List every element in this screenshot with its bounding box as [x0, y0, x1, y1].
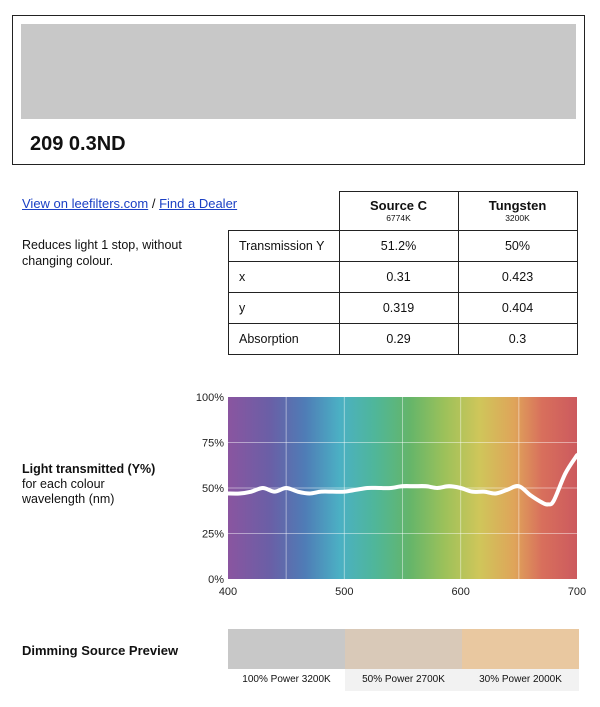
x-tick-label: 400 [218, 586, 238, 598]
x-tick-label: 600 [451, 586, 470, 598]
column-subtitle: 6774K [386, 213, 411, 223]
dimming-caption-50: 50% Power 2700K [345, 669, 462, 691]
table-cell: 0.423 [458, 262, 577, 293]
table-cell: 50% [458, 231, 577, 262]
find-dealer-link[interactable]: Find a Dealer [159, 196, 238, 211]
row-label: Transmission Y [229, 231, 340, 262]
row-label: Absorption [229, 324, 340, 355]
column-header-tungsten [458, 192, 577, 231]
table-cell: 51.2% [339, 231, 458, 262]
x-axis-ticks [219, 586, 586, 598]
y-tick-label: 25% [201, 528, 224, 541]
y-tick-label: 50% [201, 483, 224, 495]
table-corner [229, 192, 340, 231]
dimming-caption-100: 100% Power 3200K [228, 669, 345, 691]
table-cell: 0.3 [458, 324, 577, 355]
y-tick-label: 100% [195, 392, 224, 404]
table-cell: 0.31 [339, 262, 458, 293]
filter-name: 209 0.3ND [30, 133, 126, 155]
x-tick-label: 700 [567, 586, 587, 598]
chart-title-main: Light transmitted (Y%) [22, 462, 156, 476]
transmission-chart [0, 385, 600, 605]
link-separator: / [151, 196, 156, 211]
table-cell: 0.29 [339, 324, 458, 355]
table-cell: 0.404 [458, 293, 577, 324]
table-row [229, 231, 578, 262]
column-title: Source C [369, 198, 428, 213]
dimming-preview-label: Dimming Source Preview [22, 643, 179, 658]
y-tick-label: 0% [208, 574, 224, 586]
column-subtitle: 3200K [505, 213, 530, 223]
y-tick-label: 75% [201, 437, 224, 450]
dimming-swatch-30 [462, 629, 579, 669]
x-tick-label: 500 [335, 586, 354, 598]
y-axis-ticks [196, 392, 224, 586]
filter-swatch-card [12, 15, 585, 165]
column-header-source-c [339, 192, 458, 231]
table-row [229, 262, 578, 293]
links-row [22, 196, 237, 211]
table-header-row [229, 192, 578, 231]
chart-title-line3: wavelength (nm) [22, 492, 115, 506]
column-title: Tungsten [488, 198, 547, 213]
row-label: x [229, 262, 340, 293]
dimming-swatch-50 [345, 629, 462, 669]
leefilters-link[interactable]: View on leefilters.com [22, 196, 149, 211]
filter-description: Reduces light 1 stop, without changing colour. [22, 238, 182, 268]
filter-color-swatch [21, 24, 576, 119]
dimming-caption-30: 30% Power 2000K [462, 669, 579, 691]
dimming-swatch-100 [228, 629, 345, 669]
table-row [229, 324, 578, 355]
chart-title-line2: for each colour [22, 477, 105, 491]
row-label: y [229, 293, 340, 324]
table-cell: 0.319 [339, 293, 458, 324]
table-row [229, 293, 578, 324]
transmission-table [228, 191, 578, 355]
